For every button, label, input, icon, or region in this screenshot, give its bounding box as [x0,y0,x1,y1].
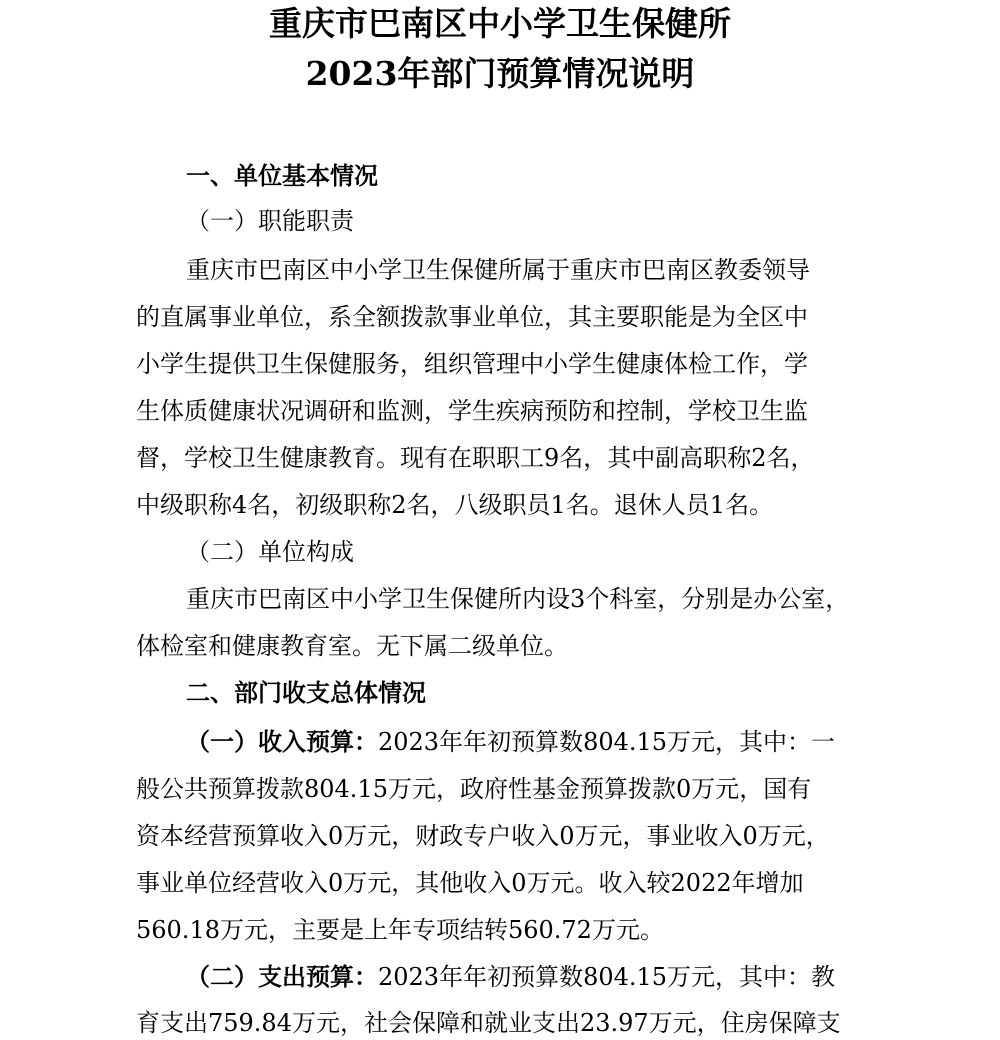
paragraph-line: 中级职称4名，初级职称2名，八级职员1名。退休人员1名。 [136,491,774,519]
paragraph-line: 督，学校卫生健康教育。现有在职职工9名，其中副高职称2名， [136,444,815,472]
subsection-1-2-heading: （二）单位构成 [186,538,354,566]
paragraph-line: 体检室和健康教育室。无下属二级单位。 [136,632,568,660]
paragraph-line: 小学生提供卫生保健服务，组织管理中小学生健康体检工作，学 [136,350,808,378]
subsection-1-1-heading: （一）职能职责 [186,207,354,235]
paragraph-line: 重庆市巴南区中小学卫生保健所属于重庆市巴南区教委领导 [186,256,810,284]
paragraph-line: 育支出759.84万元，社会保障和就业支出23.97万元，住房保障支 [136,1009,841,1037]
income-budget-label: （一）收入预算： [186,727,378,756]
expense-budget-label: （二）支出预算： [186,962,378,991]
document-title-line-1: 重庆市巴南区中小学卫生保健所 [269,4,731,43]
paragraph-line: 事业单位经营收入0万元，其他收入0万元。收入较2022年增加 [136,869,804,897]
income-budget-text: 2023年年初预算数804.15万元，其中：一 [378,728,836,756]
income-budget-line [0,727,1000,757]
paragraph-line: 般公共预算拨款804.15万元，政府性基金预算拨款0万元，国有 [136,775,812,803]
document-title-line-2: 2023年部门预算情况说明 [305,54,695,93]
paragraph-line: 560.18万元，主要是上年专项结转560.72万元。 [136,916,664,944]
section-2-heading: 二、部门收支总体情况 [186,678,426,707]
paragraph-line: 的直属事业单位，系全额拨款事业单位，其主要职能是为全区中 [136,303,808,331]
expense-budget-line [0,962,1000,992]
paragraph-line: 重庆市巴南区中小学卫生保健所内设3个科室，分别是办公室， [186,585,850,613]
expense-budget-text: 2023年年初预算数804.15万元，其中：教 [378,963,836,991]
paragraph-line: 资本经营预算收入0万元，财政专户收入0万元，事业收入0万元， [136,822,830,850]
section-1-heading: 一、单位基本情况 [186,161,378,190]
paragraph-line: 生体质健康状况调研和监测，学生疾病预防和控制，学校卫生监 [136,397,808,425]
